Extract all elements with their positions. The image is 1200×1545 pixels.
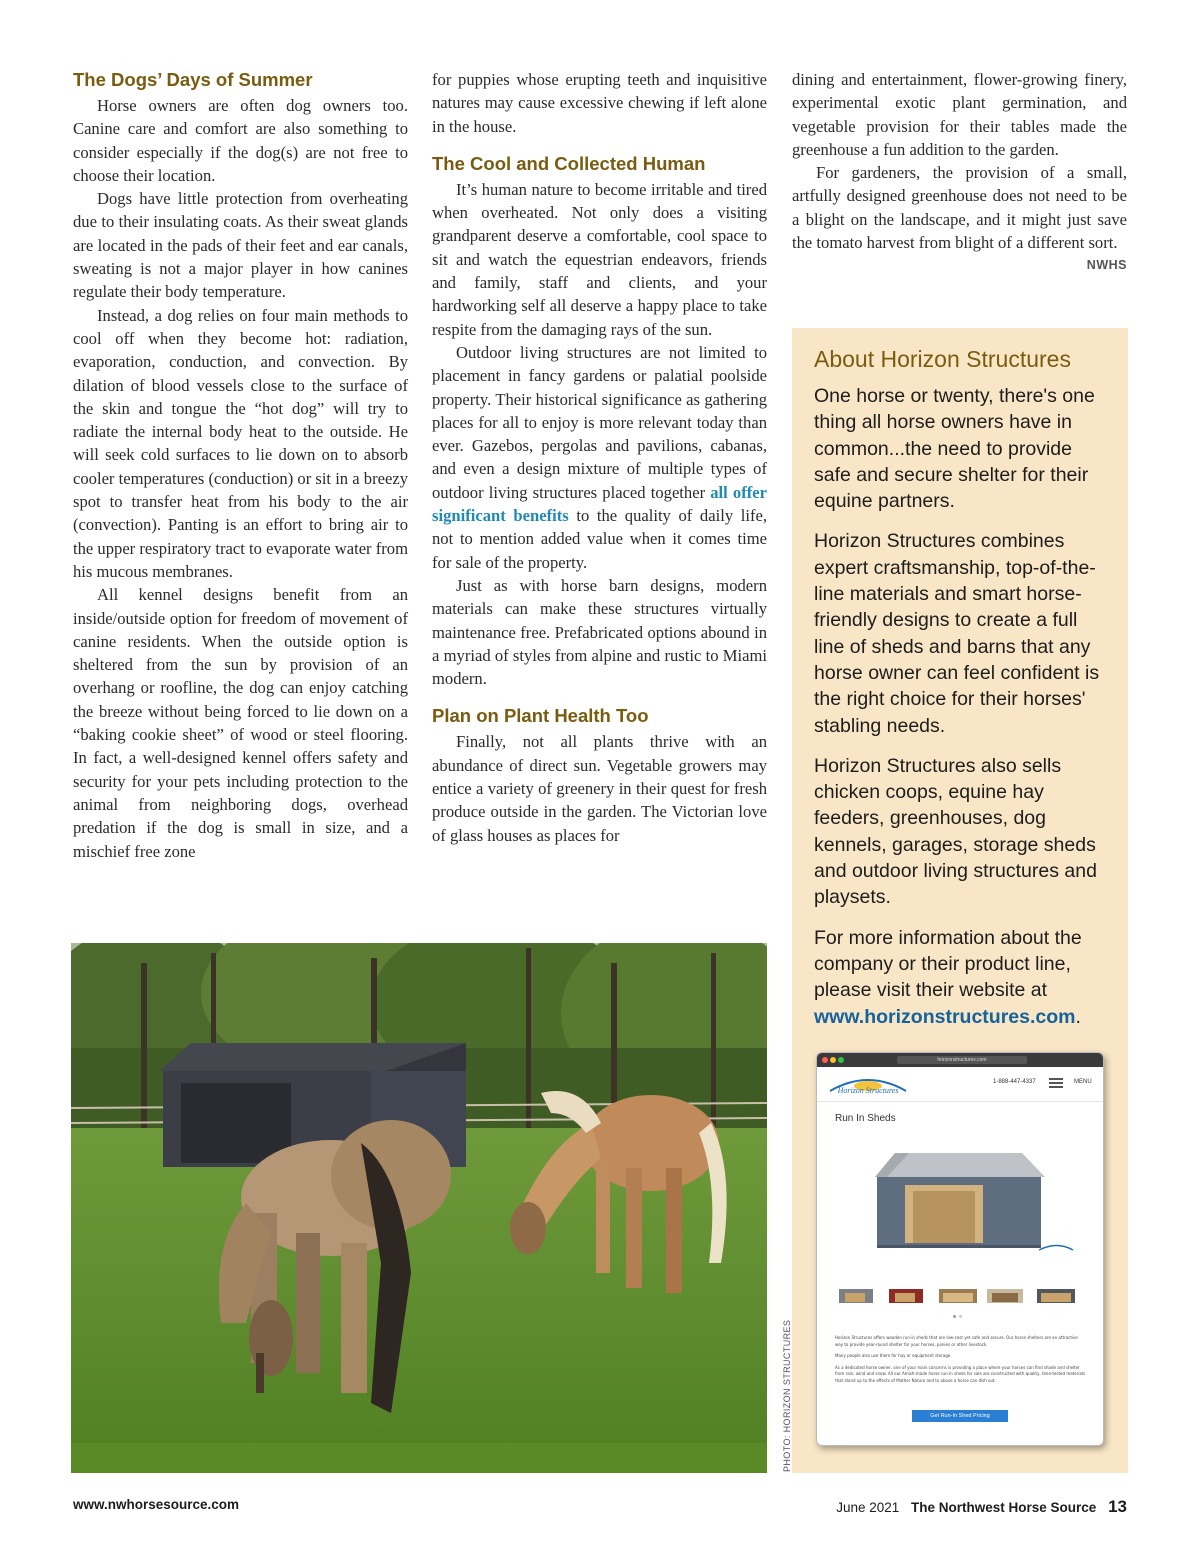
author-signature: NWHS [1086,258,1127,273]
col2-paragraph [432,341,767,574]
site-heading: Run In Sheds [835,1113,896,1124]
col2-paragraph: It’s human nature to become irritable and tired when overheated. Not only does a visiting grandparent deserve a comfortable, cool space to sit and watch the equestrian endeavors, friends and family, staff and clients, and your hardworking self all deserve a happy place to take respite from the damaging rays of the sun. [432,179,767,339]
site-menu-label[interactable]: MENU [1074,1079,1092,1085]
col1-paragraph: Instead, a dog relies on four main methods to cool off when they become hot: radiation, evaporation, conduction, and convection. By dilation of blood vessels close to the surface of the skin and tongue the “hot dog” will try to radiate the internal body heat to the outside. He will seek cold surfaces to lie down on to absorb cooler temperatures (conduction) or sit in a breezy spot to transfer heat from his body to the air (convection). Panting is an effort to bring air to the upper respiratory tract to evaporate water from his mucous membranes. [73,305,408,581]
col2-paragraph: Finally, not all plants thrive with an abundance of direct sun. Vegetable growers may entice a variety of greenery in their quest for fresh produce outside in the garden. The Victorian love of glass houses as places for [432,732,767,845]
col2-paragraph: Just as with horse barn designs, modern materials can make these structures virtually maintenance free. Prefabricated options abound in a myriad of styles from alpine and rustic to Miami modern. [432,575,767,689]
site-body-text: Horizon Structures offers wooden run-in sheds that are low-cost yet safe and secure. Our horse shelters are an attractive way to provide year-round shelter for your horses, ponies or other livestock. [835,1335,1078,1347]
website-screenshot [816,1052,1104,1446]
page-number: 13 [1108,1497,1127,1516]
footer-right [836,1497,1127,1517]
sidebar-paragraph: Horizon Structures also sells chicken coops, equine hay feeders, greenhouses, dog kennels, garages, storage sheds and outdoor living structures and playsets. [814,754,1097,909]
col3-text: For gardeners, the provision of a small, artfully designed greenhouse does not need to be a blight on the landscape, and it might just save the tomato harvest from blight of a different sort. [792,163,1127,253]
site-body [835,1335,1087,1384]
browser-toolbar [817,1053,1103,1067]
col2-continued: for puppies whose erupting teeth and inquisitive natures may cause excessive chewing if left alone in the house. [432,70,767,136]
heading-dogs-days: The Dogs’ Days of Summer [73,69,313,90]
window-maximize-icon [838,1057,844,1063]
footer-website: www.nwhorsesource.com [73,1497,240,1512]
address-bar: horizonstructures.com [897,1056,1027,1064]
footer-publication: The Northwest Horse Source [911,1500,1097,1515]
site-phone[interactable]: 1-888-447-4337 [993,1079,1036,1085]
sidebar-paragraph: One horse or twenty, there's one thing all horse owners have in common...the need to provide safe and secure shelter for their equine partners. [814,385,1095,513]
sidebar-paragraph: Horizon Structures combines expert craftsmanship, top-of-the-line materials and smart horse-friendly designs to create a full line of sheds and barns that any horse owner can feel confident is the right choice for their horses' stabling needs. [814,530,1100,737]
col2-text: Outdoor living structures are not limited to placement in fancy gardens or palatial poolside property. Their historical significance as gathering places for all to enjoy is more relevant today than ever. Gazebos, pergolas and pavilions, cabanas, and even a design mixture of multiple types of outdoor living structures placed together [432,342,767,502]
hamburger-icon[interactable] [1049,1078,1063,1080]
window-minimize-icon [830,1057,836,1063]
col1-paragraph: Dogs have little protection from overheating due to their insulating coats. As their sweat glands are located in the pads of their feet and ear canals, sweating is not a major player in how canines regulate their body temperature. [73,189,408,302]
heading-plant-health: Plan on Plant Health Too [432,705,649,727]
horses-photo [71,943,767,1473]
website-link[interactable]: www.horizonstructures.com [814,1005,1076,1028]
col3-paragraph [792,161,1127,273]
footer-date: June 2021 [836,1500,900,1515]
sidebar-paragraph: For more information about the company or their product line, please visit their website at www.horizonstructures.com. [814,926,1082,1028]
sidebar-text: For more information about the company or their product line, please visit their website at [814,926,1082,1002]
site-header [817,1067,1103,1102]
carousel-dots[interactable] [953,1315,956,1318]
col1-paragraph: Horse owners are often dog owners too. Canine care and comfort are also something to consider especially if the dog(s) are not free to choose their location. [73,96,408,185]
logo-text: Horizon Structures [837,1086,899,1095]
shed-thumbnails[interactable] [817,1285,1103,1307]
heading-cool-collected: The Cool and Collected Human [432,152,706,174]
horses-grazing-image [71,943,767,1473]
sidebar-title: About Horizon Structures [814,346,1071,372]
photo-credit [770,1319,792,1472]
column-2 [432,68,767,847]
run-in-shed-image [817,1145,1103,1255]
significant-benefits-link[interactable]: all offer significant benefits [432,482,767,526]
window-close-icon [822,1057,828,1063]
col2-text: to the quality of daily life, not to mention added value when it comes time for sale of the property. [432,506,768,572]
photo-credit-text: PHOTO: HORIZON STRUCTURES [782,1319,792,1472]
horizon-logo [825,1072,911,1096]
col3-continued: dining and entertainment, flower-growing finery, experimental exotic plant germination, and vegetable provision for their tables made the greenhouse a fun addition to the garden. [792,70,1127,159]
site-body-text: Many people also use them for hay or equipment storage. [835,1353,952,1358]
column-1 [73,68,408,863]
col1-paragraph: All kennel designs benefit from an inside/outside option for freedom of movement of canine residents. When the outside option is sheltered from the sun by provision of an overhang or roofline, the dog can enjoy catching the breeze without being forced to lie down on a “baking cookie sheet” of wood or steel flooring. In fact, a well-designed kennel offers safety and security for your pets including protection to the animal from neighboring dogs, overhead predation if the dog is small in size, and a mischief free zone [73,585,408,861]
column-3 [792,68,1127,278]
site-body-text: As a dedicated horse owner, one of your main concerns is providing a place where your horses can find shade and shelter from rain, wind and snow. All our Amish-made horse run-in sheds for sale are constructed with quality, time-tested materials that stand up to the effects of Mother Nature and to abuse a horse can dish out. [835,1364,1086,1383]
pricing-button[interactable]: Get Run-In Shed Pricing [912,1410,1008,1422]
